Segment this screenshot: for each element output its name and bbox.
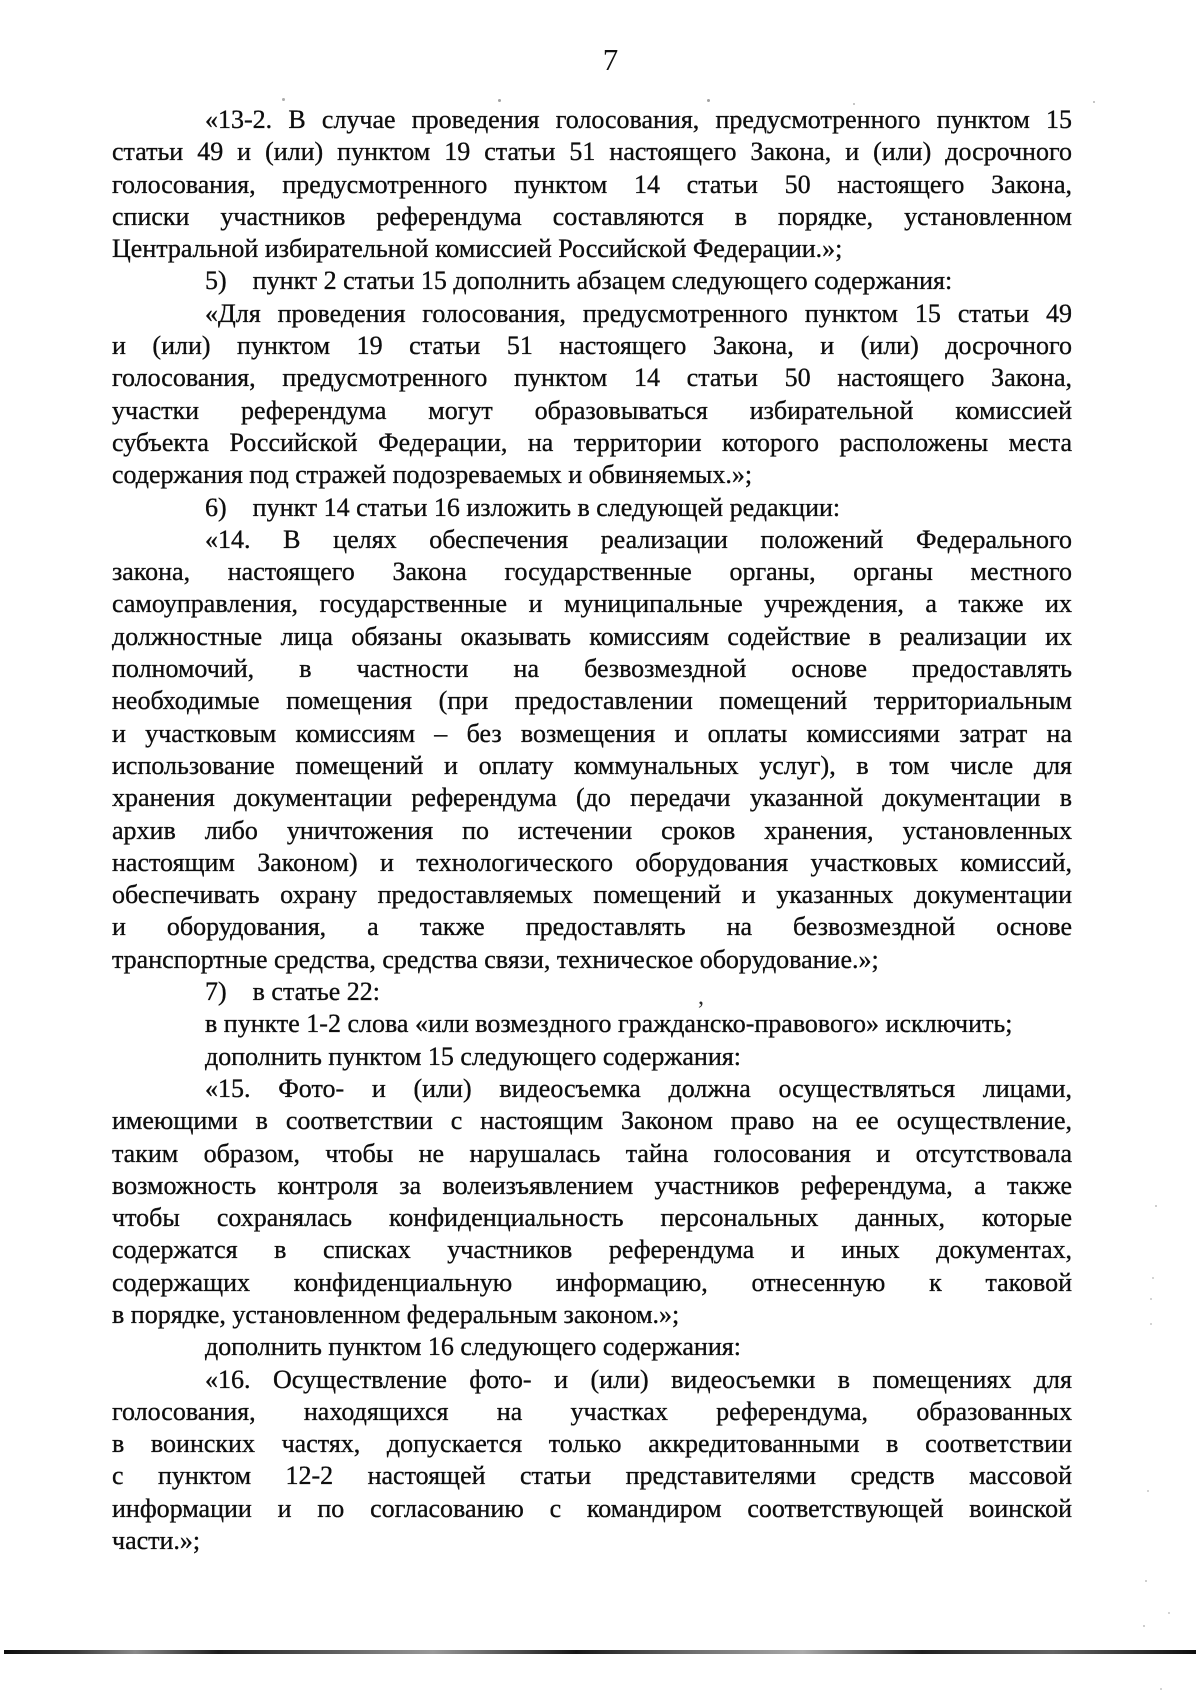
text-line: таким образом, чтобы не нарушалась тайна голосования и отсутствовала: [112, 1138, 1072, 1168]
text-line: хранения документации референдума (до передачи указанной документации в: [112, 783, 1072, 813]
text-line: закона, настоящего Закона государственные органы, органы местного: [112, 557, 1072, 587]
text-line: содержания под стражей подозреваемых и обвиняемых.»;: [112, 460, 753, 490]
text-line: в воинских частях, допускается только аккредитованными в соответствии: [112, 1429, 1072, 1459]
scan-speck: [1147, 1490, 1149, 1492]
scan-speck: [1145, 1580, 1147, 1582]
paragraph: [112, 492, 1072, 524]
text-line: информации и по согласованию с командиром соответствующей воинской: [112, 1493, 1072, 1523]
text-line: самоуправления, государственные и муниципальные учреждения, а также их: [112, 589, 1072, 619]
text-line: «16. Осуществление фото- и (или) видеосъемки в помещениях для: [205, 1364, 1072, 1394]
scan-speck: [707, 99, 710, 102]
text-line: обеспечивать охрану предоставляемых помещений и указанных документации: [112, 880, 1072, 910]
paragraph: [112, 1008, 1072, 1040]
paragraph: [112, 265, 1072, 297]
paragraph: [112, 976, 1072, 1008]
scan-speck: [282, 98, 285, 101]
document-body: [112, 104, 1072, 1557]
text-line: в пункте 1-2 слова «или возмездного гражданско-правового» исключить;: [205, 1009, 1013, 1039]
paragraph: [112, 524, 1072, 976]
scan-speck: [498, 99, 501, 102]
scan-speck: [1160, 1688, 1162, 1690]
text-line: настоящим Законом) и технологического оборудования участковых комиссий,: [112, 847, 1072, 877]
text-line: и участковым комиссиям – без возмещения и оплаты комиссиями затрат на: [112, 718, 1072, 748]
text-line: голосования, предусмотренного пунктом 14 статьи 50 настоящего Закона,: [112, 363, 1072, 393]
text-line: участки референдума могут образовываться избирательной комиссией: [112, 395, 1072, 425]
text-line: 6) пункт 14 статьи 16 изложить в следующей редакции:: [205, 492, 841, 522]
scan-speck: [853, 103, 855, 105]
text-line: возможность контроля за волеизъявлением участников референдума, а также: [112, 1170, 1072, 1200]
scan-speck: [1150, 1298, 1152, 1300]
text-line: с пунктом 12-2 настоящей статьи представителями средств массовой: [112, 1461, 1072, 1491]
text-line: «13-2. В случае проведения голосования, предусмотренного пунктом 15: [205, 105, 1072, 134]
text-line: статьи 49 и (или) пунктом 19 статьи 51 настоящего Закона, и (или) досрочного: [112, 137, 1072, 167]
text-line: дополнить пунктом 15 следующего содержания:: [205, 1041, 741, 1071]
paragraph: [112, 1364, 1072, 1558]
text-line: содержатся в списках участников референдума и иных документах,: [112, 1235, 1072, 1265]
text-line: должностные лица обязаны оказывать комиссиям содействие в реализации их: [112, 621, 1072, 651]
text-line: субъекта Российской Федерации, на территории которого расположены места: [112, 427, 1072, 457]
text-line: имеющими в соответствии с настоящим Законом право на ее осуществление,: [112, 1106, 1072, 1136]
text-line: полномочий, в частности на безвозмездной основе предоставлять: [112, 654, 1072, 684]
stray-comma-artifact: ,: [698, 984, 704, 1010]
text-line: содержащих конфиденциальную информацию, отнесенную к таковой: [112, 1267, 1072, 1297]
text-line: голосования, предусмотренного пунктом 14 статьи 50 настоящего Закона,: [112, 169, 1072, 199]
text-line: в порядке, установленном федеральным законом.»;: [112, 1299, 680, 1329]
scan-speck: [1093, 101, 1095, 103]
text-line: списки участников референдума составляются в порядке, установленном: [112, 201, 1072, 231]
scan-edge-line: [4, 1650, 1196, 1654]
text-line: транспортные средства, средства связи, техническое оборудование.»;: [112, 944, 879, 974]
paragraph: [112, 104, 1072, 265]
scan-speck: [1152, 1277, 1154, 1279]
scan-speck: [1168, 1612, 1170, 1614]
text-line: «Для проведения голосования, предусмотренного пунктом 15 статьи 49: [205, 298, 1072, 328]
text-line: «15. Фото- и (или) видеосъемка должна осуществляться лицами,: [205, 1073, 1072, 1103]
text-line: Центральной избирательной комиссией Российской Федерации.»;: [112, 234, 843, 264]
text-line: и (или) пунктом 19 статьи 51 настоящего Закона, и (или) досрочного: [112, 331, 1072, 361]
page-number: 7: [602, 42, 620, 77]
paragraph: [112, 1331, 1072, 1363]
scan-speck: [1155, 1205, 1157, 1207]
text-line: 5) пункт 2 статьи 15 дополнить абзацем следующего содержания:: [205, 266, 953, 296]
text-line: части.»;: [112, 1526, 201, 1556]
text-line: голосования, находящихся на участках референдума, образованных: [112, 1396, 1072, 1426]
text-line: использование помещений и оплату коммунальных услуг), в том числе для: [112, 750, 1072, 780]
text-line: и оборудования, а также предоставлять на безвозмездной основе: [112, 912, 1072, 942]
text-line: «14. В целях обеспечения реализации положений Федерального: [205, 524, 1072, 554]
text-line: архив либо уничтожения по истечении сроков хранения, установленных: [112, 815, 1072, 845]
paragraph: [112, 298, 1072, 492]
paragraph: [112, 1041, 1072, 1073]
text-line: чтобы сохранялась конфиденциальность персональных данных, которые: [112, 1203, 1072, 1233]
paragraph: [112, 1073, 1072, 1331]
scan-speck: [1143, 1625, 1145, 1627]
text-line: необходимые помещения (при предоставлении помещений территориальным: [112, 686, 1072, 716]
text-line: 7) в статье 22:: [205, 977, 381, 1007]
scan-speck: [1150, 1323, 1152, 1325]
text-line: дополнить пунктом 16 следующего содержания:: [205, 1332, 741, 1362]
